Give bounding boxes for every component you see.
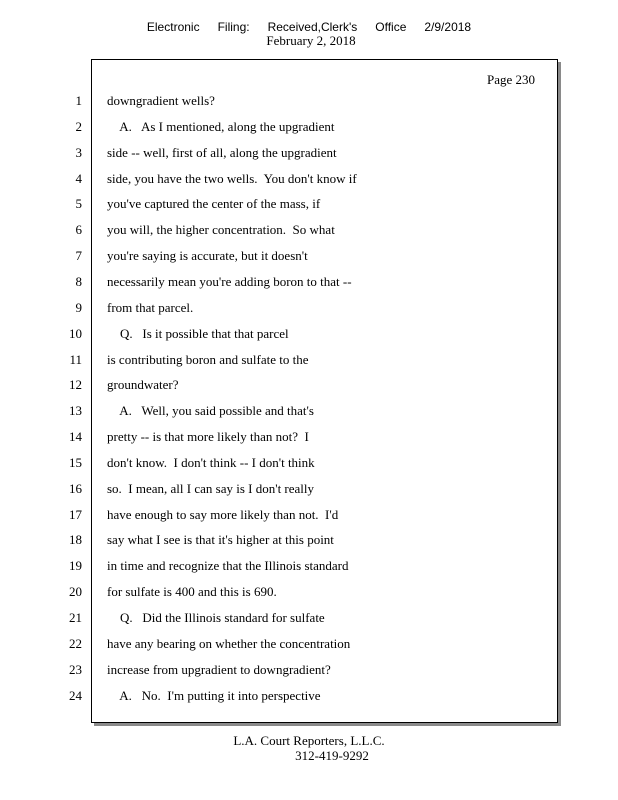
- transcript-line: [0, 608, 560, 628]
- transcript-line: [0, 143, 560, 163]
- line-text: groundwater?: [107, 377, 179, 393]
- line-text: side -- well, first of all, along the upgradient: [107, 144, 337, 160]
- transcript-line: [0, 350, 560, 370]
- line-number: 18: [69, 532, 82, 548]
- transcript-line: [0, 117, 560, 137]
- filing-header: [0, 20, 618, 48]
- transcript-line: [0, 324, 560, 344]
- reporter-company: L.A. Court Reporters, L.L.C.: [233, 733, 385, 748]
- line-number: 19: [69, 558, 82, 574]
- reporter-phone: 312-419-9292: [295, 748, 369, 763]
- transcript-line: [0, 453, 560, 473]
- line-text: Q. Is it possible that that parcel: [107, 325, 289, 341]
- filing-date: 2/9/2018: [424, 20, 472, 34]
- filing-office: Office: [375, 20, 407, 34]
- line-number: 8: [75, 273, 82, 289]
- page-number: Page 230: [486, 72, 535, 87]
- line-text: in time and recognize that the Illinois standard: [107, 558, 349, 574]
- line-text: have any bearing on whether the concentration: [107, 635, 351, 651]
- line-text: for sulfate is 400 and this is 690.: [107, 584, 277, 600]
- line-number: 20: [69, 584, 82, 600]
- line-text: necessarily mean you're adding boron to that --: [107, 273, 352, 289]
- line-number: 7: [75, 248, 82, 264]
- line-text: so. I mean, all I can say is I don't really: [107, 480, 315, 496]
- line-number: 4: [75, 170, 82, 186]
- filing-electronic: Electronic: [146, 20, 200, 34]
- line-text: A. Well, you said possible and that's: [107, 403, 314, 419]
- transcript-line: [0, 91, 560, 111]
- filing-label: Filing:: [217, 20, 250, 34]
- transcript-line: [0, 375, 560, 395]
- transcript-line: [0, 556, 560, 576]
- transcript-line: [0, 220, 560, 240]
- line-number: 24: [69, 687, 82, 703]
- transcript-line: [0, 479, 560, 499]
- line-number: 14: [69, 429, 82, 445]
- line-number: 13: [69, 403, 82, 419]
- line-text: is contributing boron and sulfate to the: [107, 351, 309, 367]
- line-text: pretty -- is that more likely than not? I: [107, 429, 309, 445]
- line-number: 5: [75, 196, 82, 212]
- transcript-line: [0, 634, 560, 654]
- transcript-line: [0, 298, 560, 318]
- filing-received: Received,Clerk's: [267, 20, 358, 34]
- line-number: 2: [75, 118, 82, 134]
- transcript-line: [0, 427, 560, 447]
- line-number: 21: [69, 610, 82, 625]
- line-text: have enough to say more likely than not. I'd: [107, 506, 339, 522]
- line-number: 23: [69, 661, 82, 677]
- line-number: 10: [69, 325, 82, 341]
- line-number: 16: [69, 480, 82, 496]
- line-text: increase from upgradient to downgradient?: [107, 661, 331, 677]
- line-number: 22: [69, 635, 82, 651]
- transcript-line: [0, 686, 560, 706]
- line-number: 9: [75, 299, 82, 315]
- line-number: 6: [75, 222, 82, 238]
- line-text: don't know. I don't think -- I don't think: [107, 454, 315, 470]
- line-text: A. No. I'm putting it into perspective: [107, 687, 321, 703]
- line-number: 17: [69, 506, 82, 522]
- line-number: 11: [69, 351, 82, 367]
- transcript-line: [0, 169, 560, 189]
- line-text: Q. Did the Illinois standard for sulfate: [107, 610, 325, 625]
- line-number: 12: [69, 377, 82, 393]
- filing-stamp: [0, 20, 618, 34]
- line-text: you've captured the center of the mass, if: [107, 196, 321, 212]
- transcript-line: [0, 660, 560, 680]
- line-number: 1: [75, 93, 82, 108]
- transcript-line: [0, 401, 560, 421]
- footer: [0, 733, 618, 763]
- line-number: 3: [75, 144, 82, 160]
- hearing-date: February 2, 2018: [266, 33, 356, 48]
- line-text: say what I see is that it's higher at this point: [107, 532, 334, 548]
- line-number: 15: [69, 454, 82, 470]
- line-text: downgradient wells?: [107, 93, 215, 108]
- line-text: you will, the higher concentration. So what: [107, 222, 335, 238]
- transcript-line: [0, 530, 560, 550]
- line-text: A. As I mentioned, along the upgradient: [107, 118, 335, 134]
- transcript-line: [0, 194, 560, 214]
- line-text: side, you have the two wells. You don't know if: [107, 170, 357, 186]
- transcript-line: [0, 272, 560, 292]
- line-text: you're saying is accurate, but it doesn't: [107, 248, 308, 264]
- transcript-line: [0, 582, 560, 602]
- transcript-line: [0, 505, 560, 525]
- transcript-line: [0, 246, 560, 266]
- line-text: from that parcel.: [107, 299, 194, 315]
